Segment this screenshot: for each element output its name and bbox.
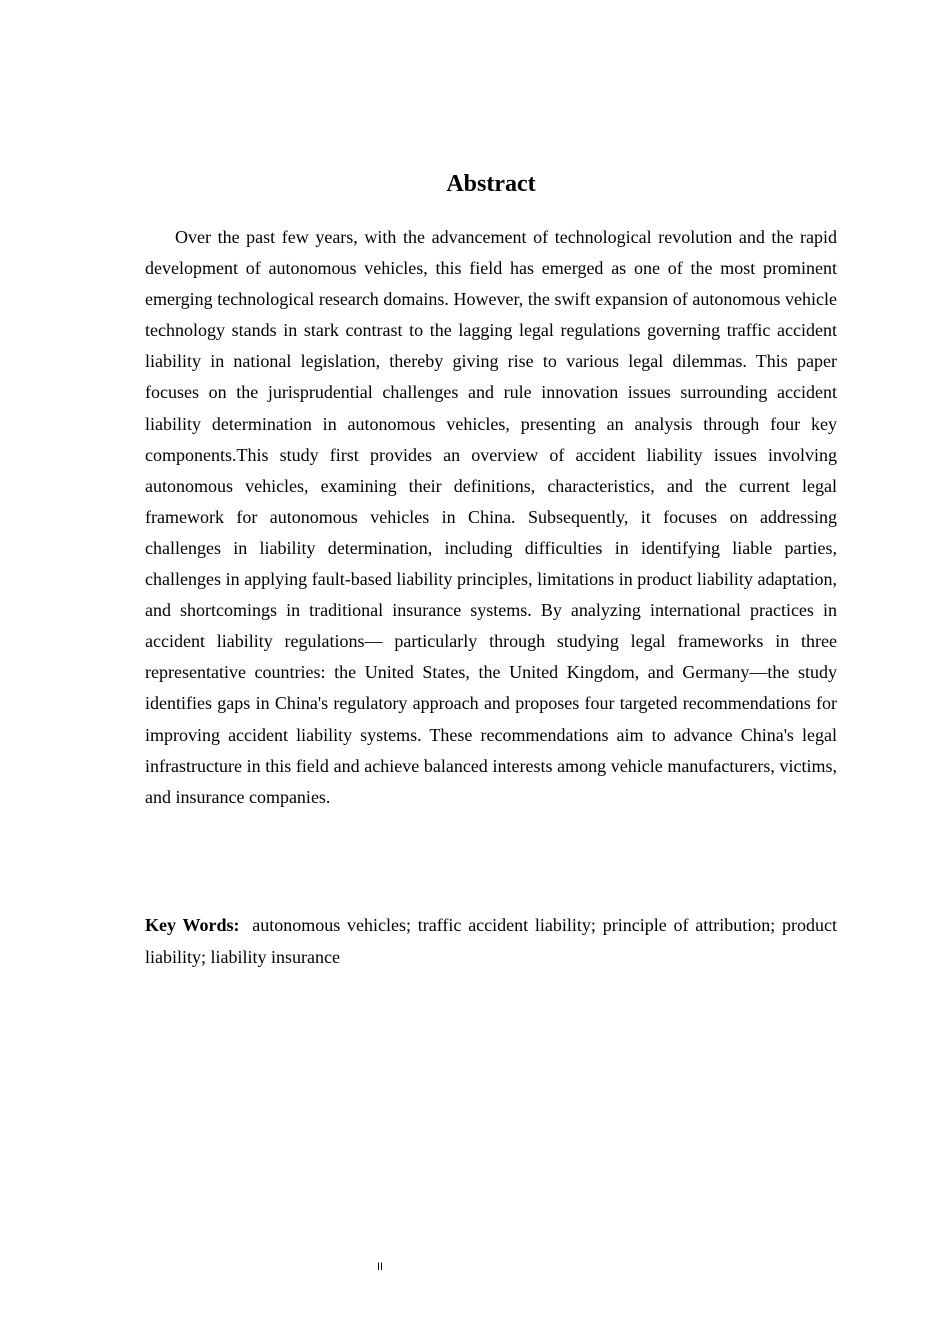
page-title: Abstract [446,171,536,197]
page-number: II [376,1261,384,1273]
keywords-text: autonomous vehicles; traffic accident liability; principle of attribution; product liability; liability insurance [145,915,837,967]
abstract-paragraph: Over the past few years, with the advancement of technological revolution and the rapid development of autonomous vehicles, this field has emerged as one of the most prominent emerging technological research domains. However, the swift expansion of autonomous vehicle technology stands in stark contrast to the lagging legal regulations governing traffic accident liability in national legislation, thereby giving rise to various legal dilemmas. This paper focuses on the jurisprudential challenges and rule innovation issues surrounding accident liability determination in autonomous vehicles, presenting an analysis through four key components.This study first provides an overview of accident liability issues involving autonomous vehicles, examining their definitions, characteristics, and the current legal framework for autonomous vehicles in China. Subsequently, it focuses on addressing challenges in liability determination, including difficulties in identifying liable parties, challenges in applying fault-based liability principles, limitations in product liability adaptation, and shortcomings in traditional insurance systems. By analyzing international practices in accident liability regulations— particularly through studying legal frameworks in three representative countries: the United States, the United Kingdom, and Germany—the study identifies gaps in China's regulatory approach and proposes four targeted recommendations for improving accident liability systems. These recommendations aim to advance China's legal infrastructure in this field and achieve balanced interests among vehicle manufacturers, victims, and insurance companies. [145,227,837,807]
keywords-label: Key Words: [145,915,240,935]
keywords-line [145,909,837,973]
